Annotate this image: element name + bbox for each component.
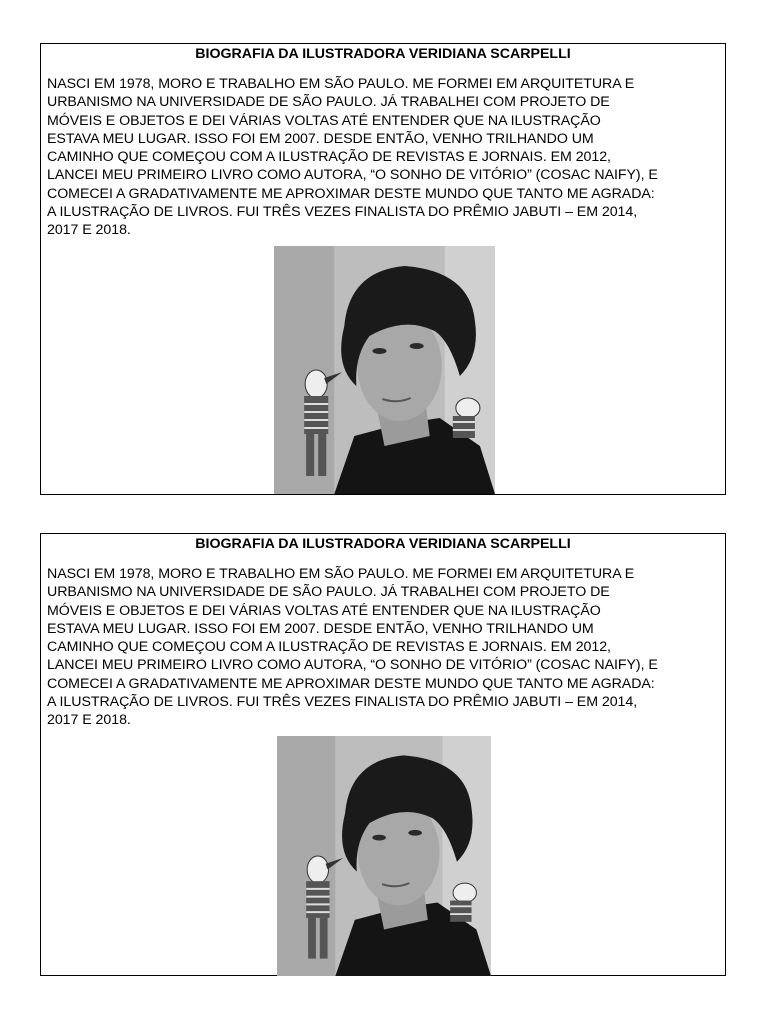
text-line: LANCEI MEU PRIMEIRO LIVRO COMO AUTORA, “O SONHO DE VITÓRIO” (COSAC NAIFY), E	[47, 657, 658, 674]
card-title: BIOGRAFIA DA ILUSTRADORA VERIDIANA SCARPELLI	[195, 46, 571, 62]
text-line: URBANISMO NA UNIVERSIDADE DE SÃO PAULO. JÁ TRABALHEI COM PROJETO DE	[47, 94, 610, 111]
text-line: COMECEI A GRADATIVAMENTE ME APROXIMAR DESTE MUNDO QUE TANTO ME AGRADA:	[47, 675, 655, 692]
biography-text	[47, 565, 719, 730]
text-line: 2017 E 2018.	[47, 222, 131, 239]
text-line: URBANISMO NA UNIVERSIDADE DE SÃO PAULO. JÁ TRABALHEI COM PROJETO DE	[47, 584, 610, 601]
text-line: 2017 E 2018.	[47, 712, 131, 729]
text-line: NASCI EM 1978, MORO E TRABALHO EM SÃO PAULO. ME FORMEI EM ARQUITETURA E	[47, 566, 635, 582]
card-title: BIOGRAFIA DA ILUSTRADORA VERIDIANA SCARPELLI	[195, 536, 571, 552]
text-line: A ILUSTRAÇÃO DE LIVROS. FUI TRÊS VEZES FINALISTA DO PRÊMIO JABUTI – EM 2014,	[47, 204, 638, 221]
text-line: CAMINHO QUE COMEÇOU COM A ILUSTRAÇÃO DE REVISTAS E JORNAIS. EM 2012,	[47, 639, 611, 656]
text-line: ESTAVA MEU LUGAR. ISSO FOI EM 2007. DESDE ENTÃO, VENHO TRILHANDO UM	[47, 130, 594, 147]
text-line: MÓVEIS E OBJETOS E DEI VÁRIAS VOLTAS ATÉ ENTENDER QUE NA ILUSTRAÇÃO	[47, 602, 601, 619]
text-line: LANCEI MEU PRIMEIRO LIVRO COMO AUTORA, “O SONHO DE VITÓRIO” (COSAC NAIFY), E	[47, 167, 658, 184]
biography-card	[40, 533, 726, 976]
portrait-photo	[274, 246, 495, 494]
text-line: CAMINHO QUE COMEÇOU COM A ILUSTRAÇÃO DE REVISTAS E JORNAIS. EM 2012,	[47, 149, 611, 166]
biography-text	[47, 75, 719, 240]
biography-card	[40, 43, 726, 495]
text-line: ESTAVA MEU LUGAR. ISSO FOI EM 2007. DESDE ENTÃO, VENHO TRILHANDO UM	[47, 620, 594, 637]
text-line: COMECEI A GRADATIVAMENTE ME APROXIMAR DESTE MUNDO QUE TANTO ME AGRADA:	[47, 185, 655, 202]
text-line: A ILUSTRAÇÃO DE LIVROS. FUI TRÊS VEZES FINALISTA DO PRÊMIO JABUTI – EM 2014,	[47, 694, 638, 711]
portrait-photo	[277, 736, 491, 976]
text-line: MÓVEIS E OBJETOS E DEI VÁRIAS VOLTAS ATÉ ENTENDER QUE NA ILUSTRAÇÃO	[47, 112, 601, 129]
text-line: NASCI EM 1978, MORO E TRABALHO EM SÃO PAULO. ME FORMEI EM ARQUITETURA E	[47, 76, 635, 92]
